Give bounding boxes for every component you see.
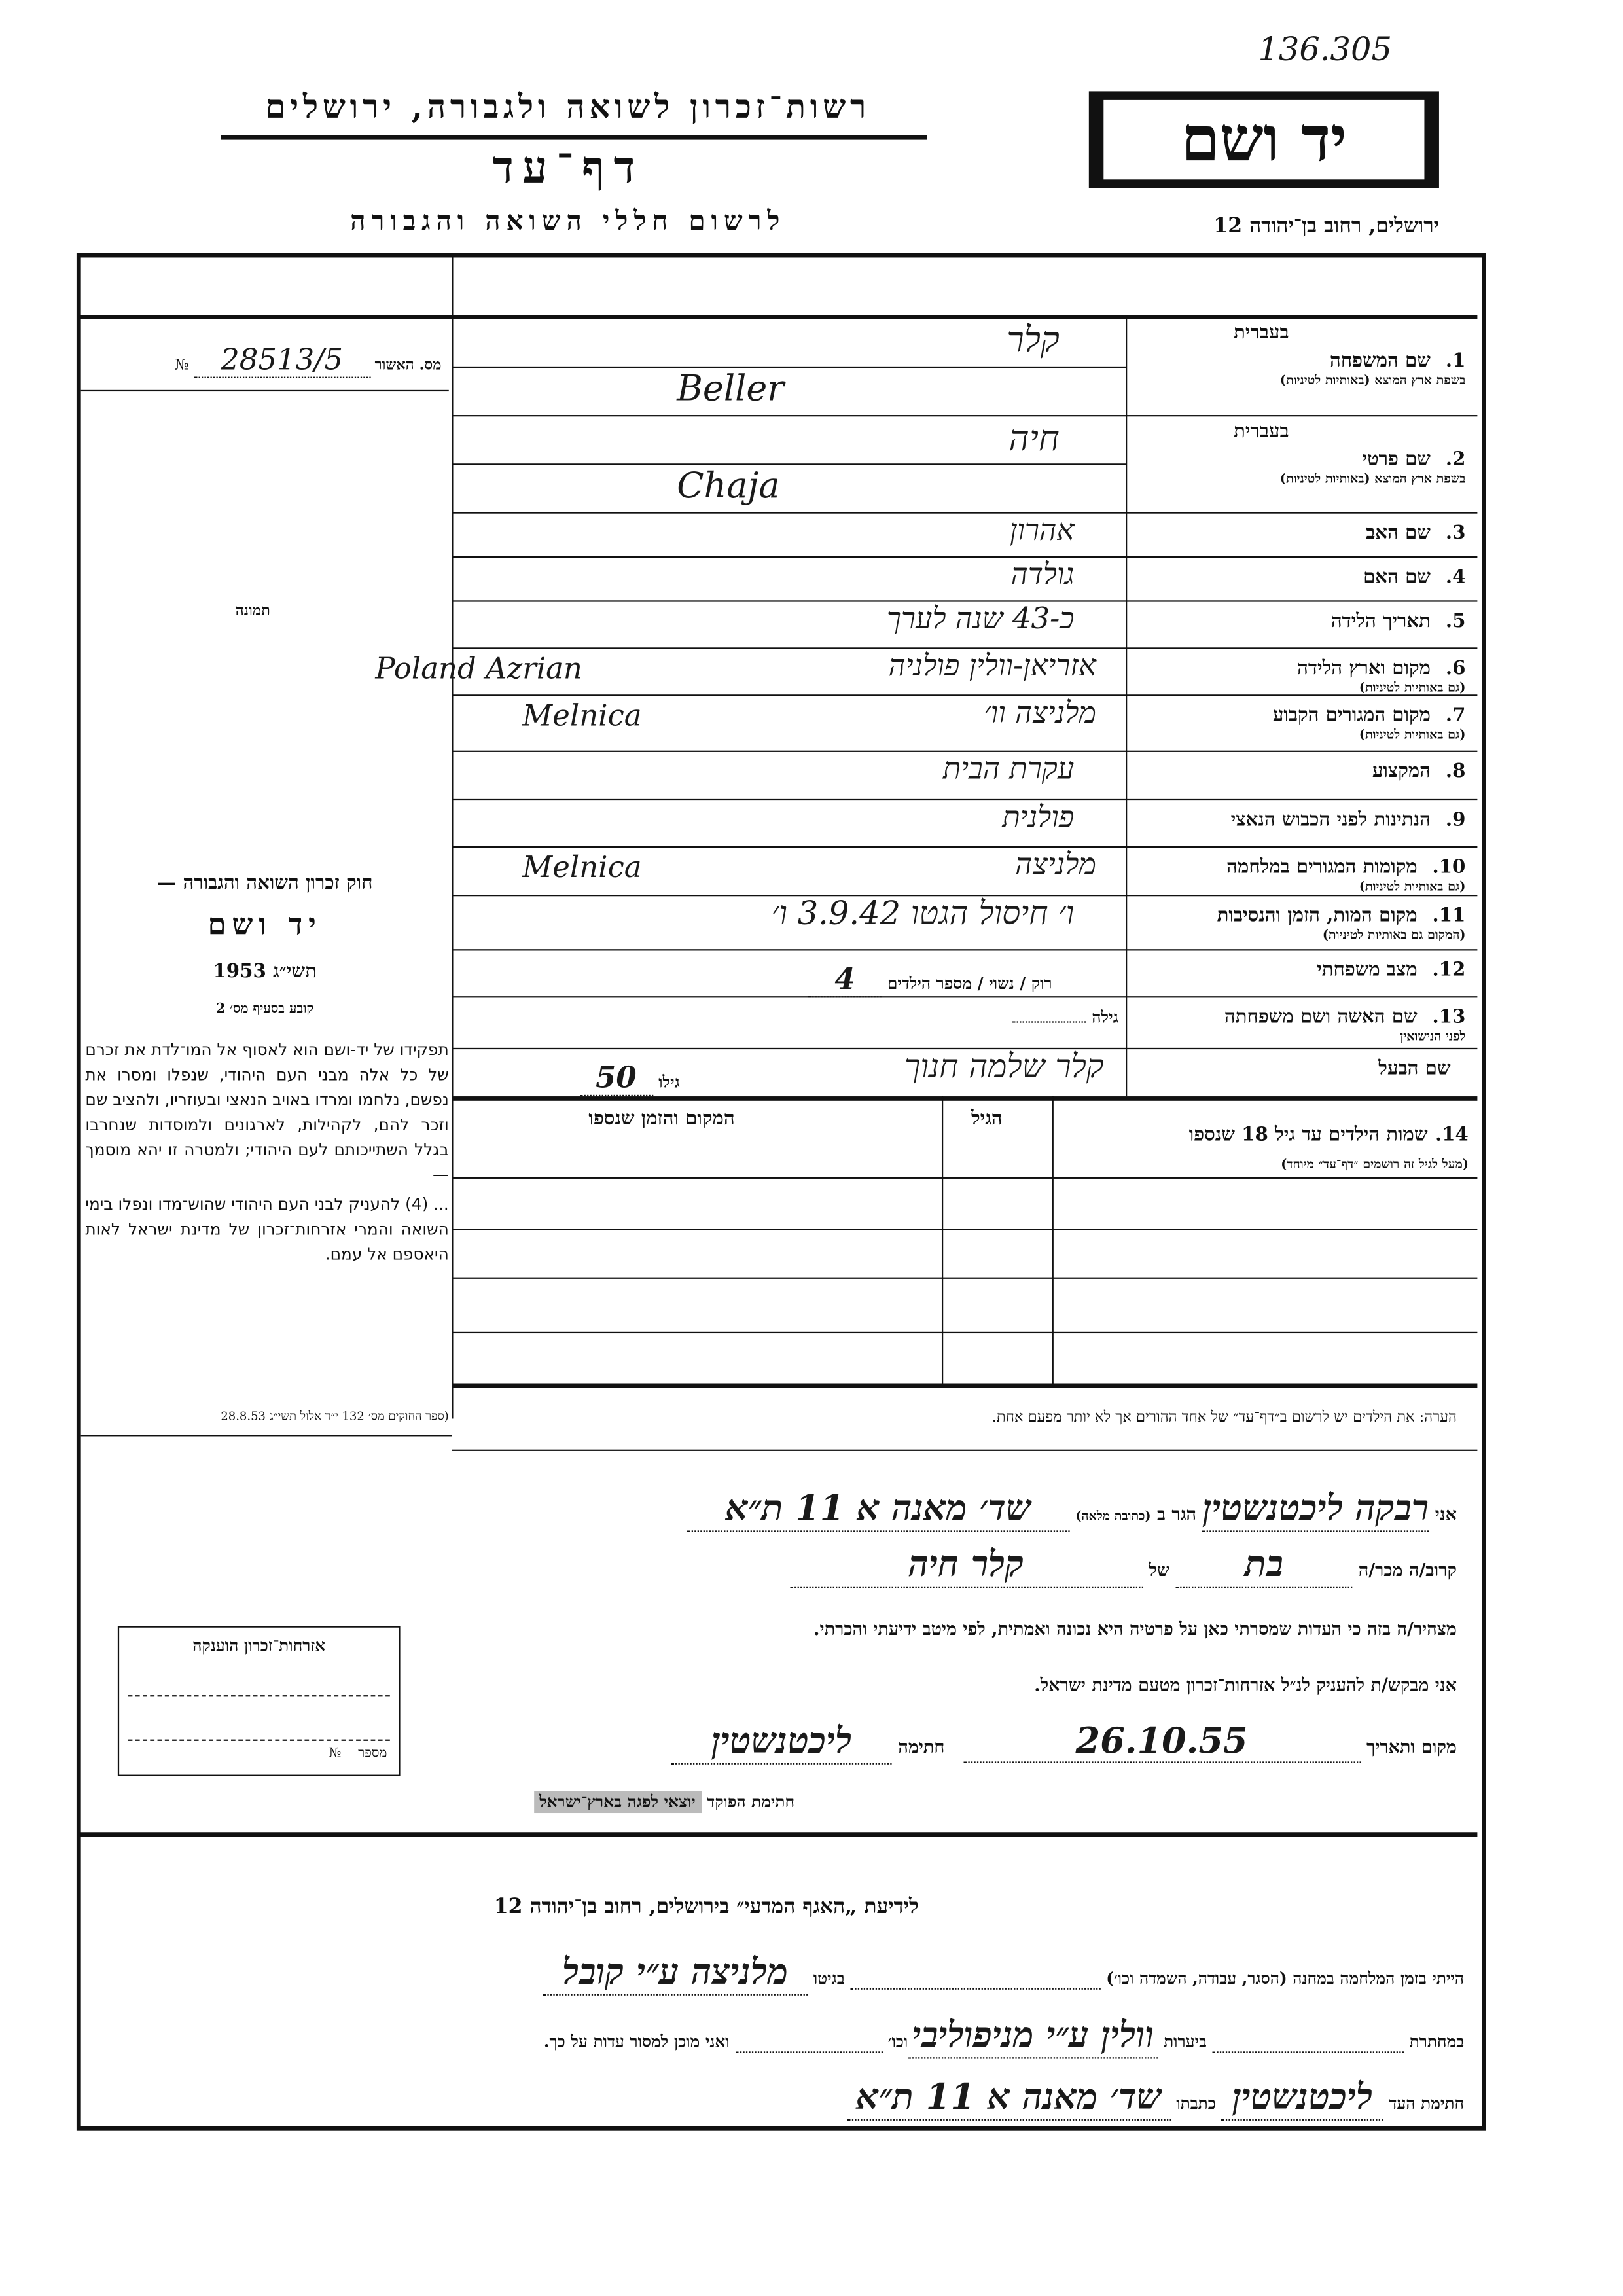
ghetto-field[interactable]: מלניצה ע״י קובל xyxy=(543,1950,808,1996)
field-sublabel: בשפת ארץ המוצא (באותיות לטיניות) xyxy=(1279,472,1466,488)
place-date-label: מקום ותאריך xyxy=(1366,1736,1457,1757)
divider xyxy=(452,1383,1477,1388)
clerk-signature xyxy=(397,1791,794,1813)
field-num: 3. xyxy=(1445,522,1466,545)
field-value[interactable]: גולדה xyxy=(1010,556,1075,592)
citizenship-number xyxy=(329,1746,387,1762)
forest-line xyxy=(88,2013,1464,2059)
field-label-text: שם האב xyxy=(1366,522,1431,545)
field-inline-12 xyxy=(471,961,1052,997)
of-label: של xyxy=(1149,1560,1170,1581)
field-label-text: שם המשפחה xyxy=(1330,350,1431,372)
field-value[interactable]: עקרת הבית xyxy=(942,750,1075,786)
field-label-text: מקומות המגורים במלחמה xyxy=(1226,856,1418,879)
field-num: 8. xyxy=(1445,761,1466,783)
field-label-text: שם פרטי xyxy=(1362,448,1431,471)
field-value[interactable]: כ-43 שנה לערך xyxy=(886,600,1075,636)
children-sub: (מעל לגיל זה רושמים ״דף־עד״ מיוחד) xyxy=(1281,1158,1469,1173)
declaration-line1 xyxy=(456,1486,1457,1532)
divider xyxy=(1052,1096,1054,1383)
field-value[interactable]: אהרון xyxy=(1009,512,1075,548)
field-inline-13 xyxy=(471,1008,1118,1027)
table-row xyxy=(452,1278,1477,1279)
field-num: 4. xyxy=(1445,566,1466,589)
law-title: חוק זכרון השואה והגבורה — xyxy=(157,872,373,895)
lives-label: הגר ב xyxy=(1156,1503,1197,1525)
citizenship-box xyxy=(118,1626,401,1776)
children-label xyxy=(1056,1119,1469,1174)
divider xyxy=(128,1740,390,1741)
field-num: 10. xyxy=(1432,856,1466,879)
declaration-statement: מצהיר/ה בזה כי העדות שמסרתי כאן על פרטיה היא נכונה ואמתית, לפי מיטב ידיעתי והכרתי. xyxy=(813,1619,1457,1640)
witness-address[interactable]: שד׳ מאנה א 11 ת״א xyxy=(847,2075,1171,2121)
clerk-label: חתימת הפוקד xyxy=(707,1792,795,1812)
field-num: 9. xyxy=(1445,809,1466,832)
inline-label: גילה xyxy=(1092,1008,1118,1028)
field-sublabel: לפני הנישואין xyxy=(1400,1030,1466,1045)
field-value-hebrew[interactable]: חיה xyxy=(1008,418,1060,459)
divider xyxy=(128,1695,390,1696)
note: הערה: את הילדים יש לרשום ב״דף־עד״ של אחד ההורים אך לא יותר מפעם אחת. xyxy=(991,1409,1457,1426)
declarant-name[interactable]: רבקה ליכטנשטין xyxy=(1202,1486,1429,1532)
law-year: תשי״ג 1953 xyxy=(213,961,317,983)
form-title: דף־עד xyxy=(492,143,644,194)
field-num: 2. xyxy=(1445,448,1466,471)
inline-value[interactable]: 4 xyxy=(808,961,882,997)
date-field[interactable]: 26.10.55 xyxy=(963,1719,1361,1763)
divider xyxy=(79,315,1477,319)
children-num: 14. xyxy=(1435,1124,1469,1147)
i-label: אני xyxy=(1435,1503,1457,1525)
field-value-latin[interactable]: Beller xyxy=(677,367,785,408)
inline-value[interactable] xyxy=(1012,1021,1086,1022)
declarant-address[interactable]: שד׳ מאנה א 11 ת״א xyxy=(687,1486,1070,1532)
divider xyxy=(942,1096,943,1383)
field-num: 6. xyxy=(1445,658,1466,680)
hebrew-tag: בעברית xyxy=(1234,421,1289,443)
approval-value: 28513/5 xyxy=(194,342,370,378)
field-inline-14 xyxy=(459,1060,680,1096)
field-label-text: שם הבעל xyxy=(1378,1058,1451,1081)
law-clause: קובע בסעיף מס׳ 2 xyxy=(216,1002,314,1017)
field-label-12 xyxy=(1130,954,1466,982)
table-row xyxy=(452,1332,1477,1333)
field-sublabel: (גם באותיות לטיניות) xyxy=(1359,728,1466,744)
law-text-2: ... (4) להעניק לבני העם היהודי שהוש־מדו ונפלו בימי השואה והמרי אזרחות־זכרון של מדינת ישראל לאות היאספם אל עמם. xyxy=(85,1194,449,1265)
law-name: יד ושם xyxy=(207,906,322,942)
field-sublabel: (המקום גם באותיות לטיניות) xyxy=(1322,928,1466,944)
declaration-request: אני מבקש/ת להעניק לנ״ל אזרחות־זכרון מטעם מדינת ישראל. xyxy=(1034,1674,1457,1696)
divider xyxy=(452,256,453,1418)
field-sublabel: בשפת ארץ המוצא (באותיות לטיניות) xyxy=(1279,374,1466,389)
blank-field[interactable] xyxy=(735,2032,882,2053)
divider xyxy=(452,415,1477,416)
victim-name-field[interactable]: קלר חיה xyxy=(789,1542,1143,1588)
field-label-6 xyxy=(1130,652,1466,696)
underground-field[interactable] xyxy=(1213,2032,1404,2053)
number-sign: № xyxy=(329,1746,342,1762)
address: ירושלים, רחוב בן־יהודה 12 xyxy=(1213,215,1439,239)
husband-name[interactable]: קלר שלמה חנוך xyxy=(904,1049,1104,1086)
field-value[interactable]: ו׳ חיסול הגטו 3.9.42 ו׳ xyxy=(771,896,1075,933)
signature-label: חתימה xyxy=(898,1736,945,1757)
field-label-10 xyxy=(1130,851,1466,895)
field-num: 13. xyxy=(1432,1006,1466,1029)
bottom-heading: לידיעת „האגף המדעי״ בירושלים, רחוב בן־יהודה 12 xyxy=(493,1895,919,1919)
law-text xyxy=(85,1037,448,1267)
relation-field[interactable]: בת xyxy=(1176,1542,1353,1588)
underground-label: במחתרת xyxy=(1409,2032,1465,2052)
number-sign: № xyxy=(175,357,189,374)
field-label-text: הנתינות לפני הכבוש הנאצי xyxy=(1230,809,1431,832)
hebrew-tag: בעברית xyxy=(1234,322,1289,345)
field-num: 12. xyxy=(1432,959,1466,982)
form-subtitle: לרשום חללי השואה והגבורה xyxy=(350,206,786,237)
approval-label: מס. האשור xyxy=(374,357,442,374)
field-sublabel: (גם באותיות לטיניות) xyxy=(1359,880,1466,895)
field-value-latin[interactable]: Melnica xyxy=(522,849,642,885)
field-value-latin[interactable]: Melnica xyxy=(522,697,642,733)
camp-field[interactable] xyxy=(850,1969,1100,1989)
field-label-9 xyxy=(1130,804,1466,832)
age-field[interactable]: 50 xyxy=(579,1060,652,1096)
camp-label: הייתי בזמן המלחמה במחנה (הסגר, עבודה, השמדה וכו׳) xyxy=(1106,1969,1465,1988)
children-place-header: המקום והזמן שנספו xyxy=(588,1108,735,1130)
field-label-1 xyxy=(1130,321,1466,388)
photo-label: תמונה xyxy=(235,603,270,620)
witness-signature[interactable]: ליכטנשטין xyxy=(1221,2075,1383,2121)
divider xyxy=(1126,316,1127,1096)
etc-label: וכו׳ xyxy=(887,2032,908,2052)
witness-sig-label: חתימת העד xyxy=(1389,2094,1465,2113)
divider xyxy=(452,949,1477,950)
field-value-latin[interactable]: Poland Azrian xyxy=(375,650,582,686)
field-label-13 xyxy=(1130,1001,1466,1045)
law-reference: (ספר החוקים מס׳ 132 י״ד אלול תשי״ג 28.8.53 xyxy=(221,1409,449,1424)
logo-text: יד ושם xyxy=(1103,100,1424,179)
field-label-11 xyxy=(1130,899,1466,943)
field-value-latin[interactable]: Chaja xyxy=(677,465,780,507)
field-label-7 xyxy=(1130,699,1466,743)
declaration-line2 xyxy=(456,1542,1457,1588)
divider xyxy=(79,1832,1477,1837)
table-row xyxy=(452,1177,1477,1179)
field-value-hebrew[interactable]: מלניצה xyxy=(1015,846,1097,882)
authority-heading: רשות־זכרון לשואה ולגבורה, ירושלים xyxy=(265,88,871,127)
forests-label: ביערות xyxy=(1164,2032,1207,2052)
field-label-text: מצב משפחתי xyxy=(1317,959,1418,982)
stamp: יוצאי לפגה בארץ־ישראל xyxy=(533,1791,702,1813)
field-label-text: שם האשה ושם משפחתה xyxy=(1224,1006,1418,1029)
field-sublabel: (גם באותיות לטיניות) xyxy=(1359,681,1466,696)
field-label-8 xyxy=(1130,755,1466,783)
field-label-text: מקום המגורים הקבוע xyxy=(1272,704,1431,727)
law-text-1: תפקידו של יד-ושם הוא לאסוף אל המו־לדת את זכרם של כל אלה מבני העם היהודי, שנפלו ומסרו את נפשם, נלחמו ומרדו באויב הנאצי ובעוזריו, ולהציב שם וזכר להם, לקהילות, לארגונים ולמוסדות שנחרבו בגלל השתייכותם לעם היהודי; ולמטרה זו יהא מוסמך — xyxy=(85,1040,449,1185)
divider xyxy=(452,366,1126,367)
address-hint: (כתובת מלאה) xyxy=(1075,1509,1151,1525)
field-label-2 xyxy=(1130,420,1466,487)
ready-label: ואני מוכן למסור עדות על כך. xyxy=(543,2032,730,2052)
number-label: מספר xyxy=(358,1746,387,1762)
field-label-3 xyxy=(1130,516,1466,545)
divider xyxy=(452,1450,1477,1451)
witness-address-label: כתבתו xyxy=(1176,2094,1216,2113)
header-rule xyxy=(221,135,927,140)
children-title: שמות הילדים עד גיל 18 שנספו xyxy=(1188,1124,1428,1147)
table-row xyxy=(452,1229,1477,1230)
citizenship-title: אזרחות־זכרון הוענקה xyxy=(192,1636,326,1656)
field-value-hebrew[interactable]: מלניצה וו׳ xyxy=(984,694,1097,730)
archive-number: 136.305 xyxy=(1258,32,1392,69)
divider xyxy=(81,390,449,391)
children-age-header: הגיל xyxy=(971,1108,1003,1130)
ghetto-label: בגיטו xyxy=(813,1969,845,1988)
field-num: 5. xyxy=(1445,611,1466,633)
field-label-14 xyxy=(1130,1052,1466,1081)
field-label-text: מקום המות, הזמן והנסיבות xyxy=(1217,905,1418,927)
field-label-4 xyxy=(1130,561,1466,589)
field-num: 1. xyxy=(1445,350,1466,372)
divider xyxy=(452,1096,1477,1101)
field-label-text: שם האם xyxy=(1363,566,1431,589)
declaration-sign-line xyxy=(456,1719,1457,1765)
field-num: 11. xyxy=(1432,905,1466,927)
signature[interactable]: ליכטנשטין xyxy=(671,1719,892,1765)
witness-line xyxy=(529,2075,1464,2121)
inline-label: גילו xyxy=(658,1073,680,1092)
forests-field[interactable]: וולין ע״י מניפוליבי xyxy=(908,2013,1158,2059)
camp-line xyxy=(88,1950,1464,1996)
yad-vashem-logo xyxy=(1089,91,1439,188)
field-value[interactable]: פולנית xyxy=(1002,798,1075,834)
inline-label: רוק / נשוי / מספר הילדים xyxy=(887,974,1052,994)
field-value-hebrew[interactable]: קלר xyxy=(1007,319,1060,361)
approval-number xyxy=(88,342,442,378)
field-label-text: המקצוע xyxy=(1372,761,1431,783)
field-num: 7. xyxy=(1445,704,1466,727)
field-label-5 xyxy=(1130,605,1466,633)
field-label-text: תאריך הלידה xyxy=(1330,611,1431,633)
relative-label: קרוב/ה מכר/ה xyxy=(1358,1560,1457,1581)
field-value-hebrew[interactable]: אזריאן-וולין פולניה xyxy=(888,647,1097,683)
divider xyxy=(81,1435,452,1436)
field-label-text: מקום וארץ הלידה xyxy=(1297,658,1431,680)
divider xyxy=(452,463,1126,465)
